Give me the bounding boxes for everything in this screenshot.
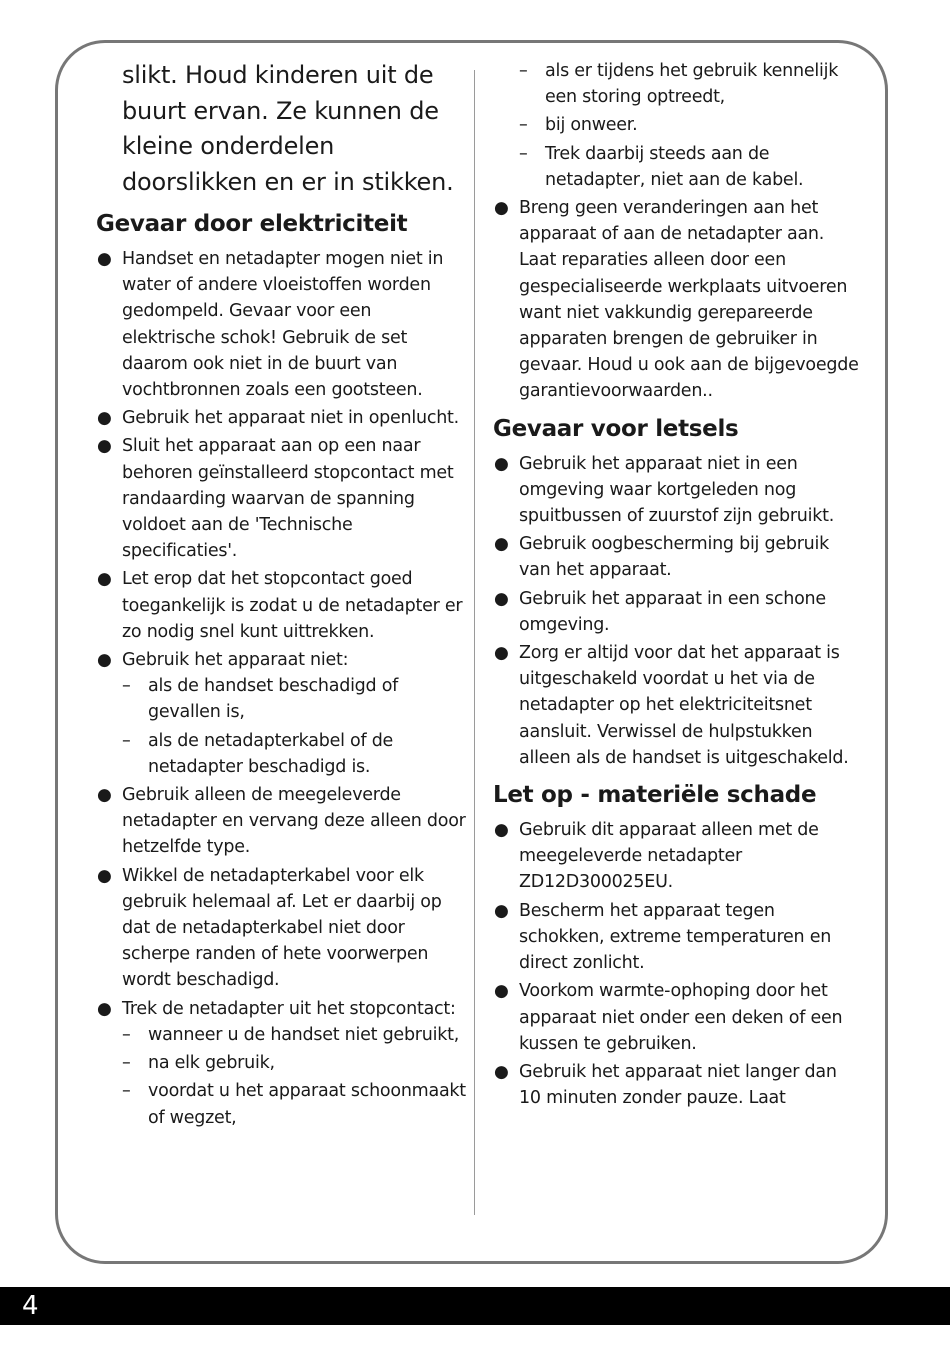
- dash-icon: –: [519, 61, 528, 81]
- bullet-icon: ●: [97, 408, 112, 429]
- bullet-icon: ●: [97, 436, 112, 457]
- bullet-icon: ●: [494, 820, 509, 841]
- dash-icon: –: [519, 143, 528, 164]
- heading-material-damage: Let op - materiële schade: [493, 782, 817, 809]
- do-not-use-sublist: [122, 673, 468, 780]
- bullet-icon: ●: [494, 981, 509, 1002]
- sublist-item: – als er tijdens het gebruik kennelijk een storing optreedt,: [519, 58, 863, 110]
- bullet-icon: ●: [494, 534, 509, 555]
- unplug-sublist: [122, 1022, 468, 1131]
- bullet-icon: ●: [494, 588, 509, 609]
- bullet-icon: ●: [97, 998, 112, 1019]
- list-item: ● Trek de netadapter uit het stopcontact: – wanneer u de handset niet gebruikt, – na elk gebruik, – voordat u het apparaat schoonmaakt of wegzet,: [96, 996, 468, 1131]
- continued-paragraph: slikt. Houd kinderen uit de buurt ervan. Ze kunnen de kleine onderdelen doorslikken en er in stikken.: [122, 61, 454, 196]
- bullet-icon: ●: [97, 650, 112, 671]
- sublist-item: – na elk gebruik,: [122, 1050, 468, 1076]
- dash-icon: –: [122, 1024, 131, 1045]
- electricity-bullet-list: [96, 246, 468, 1131]
- bullet-icon: ●: [97, 865, 112, 886]
- list-item: ● Voorkom warmte-ophoping door het apparaat niet onder een deken of een kussen te gebruiken.: [493, 978, 863, 1057]
- bullet-icon: ●: [494, 643, 509, 664]
- dash-icon: –: [122, 1081, 131, 1102]
- bullet-icon: ●: [97, 249, 112, 269]
- sublist-item: – voordat u het apparaat schoonmaakt of wegzet,: [122, 1078, 468, 1130]
- unplug-sublist-continued: [493, 58, 863, 193]
- page-number: 4: [22, 1291, 39, 1321]
- list-item: ● Breng geen veranderingen aan het apparaat of aan de netadapter aan. Laat reparaties alleen door een gespecialiseerde werkplaats uitvoeren want niet vakkundig gerepareerde apparaten brengen de gebruiker in gevaar. Houd u ook aan de bijgevoegde garantievoorwaarden..: [493, 195, 863, 405]
- sublist-item: – bij onweer.: [519, 112, 863, 138]
- sublist-item: – als de netadapterkabel of de netadapter beschadigd is.: [122, 728, 468, 780]
- sublist-item: – Trek daarbij steeds aan de netadapter, niet aan de kabel.: [519, 141, 863, 193]
- right-column: [493, 58, 863, 1113]
- bullet-icon: ●: [97, 569, 112, 590]
- list-item: ● Bescherm het apparaat tegen schokken, extreme temperaturen en direct zonlicht.: [493, 898, 863, 977]
- list-item: ● Gebruik het apparaat niet langer dan 10 minuten zonder pauze. Laat: [493, 1059, 863, 1111]
- list-item: ● Gebruik het apparaat niet: – als de handset beschadigd of gevallen is, – als de netadapterkabel of de netadapter beschadigd is.: [96, 647, 468, 780]
- list-item: ● Gebruik oogbescherming bij gebruik van het apparaat.: [493, 531, 863, 583]
- footer-bar: [0, 1287, 950, 1325]
- list-item: ● Gebruik het apparaat niet in openlucht.: [96, 405, 468, 431]
- dash-icon: –: [122, 676, 131, 697]
- dash-icon: –: [122, 1053, 131, 1074]
- list-item: ● Wikkel de netadapterkabel voor elk gebruik helemaal af. Let er daarbij op dat de netadapterkabel niet door scherpe randen of hete voorwerpen wordt beschadigd.: [96, 863, 468, 994]
- column-divider: [474, 70, 475, 1215]
- dash-icon: –: [122, 730, 131, 751]
- heading-injury: Gevaar voor letsels: [493, 415, 739, 442]
- dash-icon: –: [519, 115, 528, 136]
- bullet-icon: ●: [494, 900, 509, 921]
- list-item: ● Gebruik dit apparaat alleen met de meegeleverde netadapter ZD12D300025EU.: [493, 817, 863, 896]
- bullet-icon: ●: [494, 453, 509, 474]
- sublist-item: – als de handset beschadigd of gevallen is,: [122, 673, 468, 725]
- left-column: [96, 58, 468, 1133]
- list-item: ● Handset en netadapter mogen niet in water of andere vloeistoffen worden gedompeld. Gevaar voor een elektrische schok! Gebruik de set daarom ook niet in de buurt van vochtbronnen zoals een gootsteen.: [96, 246, 468, 403]
- sublist-item: – wanneer u de handset niet gebruikt,: [122, 1022, 468, 1048]
- list-item: ● Let erop dat het stopcontact goed toegankelijk is zodat u de netadapter er zo nodig snel kunt uittrekken.: [96, 566, 468, 645]
- injury-bullet-list: [493, 451, 863, 771]
- modification-bullet-list: [493, 195, 863, 405]
- heading-electricity: Gevaar door elektriciteit: [96, 211, 408, 237]
- bullet-icon: ●: [97, 785, 112, 806]
- bullet-icon: ●: [494, 198, 509, 219]
- list-item: ● Sluit het apparaat aan op een naar behoren geïnstalleerd stopcontact met randaarding waarvan de spanning voldoet aan de 'Technische specificaties'.: [96, 433, 468, 564]
- bullet-icon: ●: [494, 1061, 509, 1082]
- list-item: ● Gebruik het apparaat in een schone omgeving.: [493, 586, 863, 638]
- list-item: ● Zorg er altijd voor dat het apparaat is uitgeschakeld voordat u het via de netadapter op het elektriciteitsnet aansluit. Verwissel de hulpstukken alleen als de handset is uitgeschakeld.: [493, 640, 863, 771]
- damage-bullet-list: [493, 817, 863, 1111]
- list-item: ● Gebruik alleen de meegeleverde netadapter en vervang deze alleen door hetzelfde type.: [96, 782, 468, 861]
- list-item: ● Gebruik het apparaat niet in een omgeving waar kortgeleden nog spuitbussen of zuurstof zijn gebruikt.: [493, 451, 863, 530]
